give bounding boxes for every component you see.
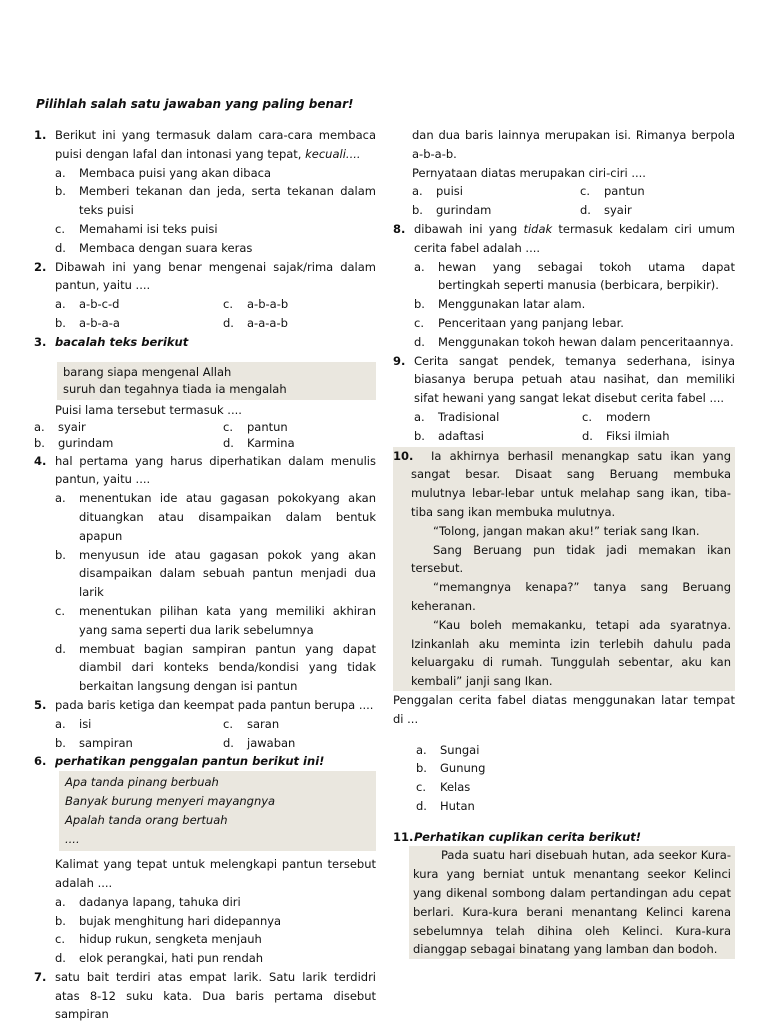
option-d — [223, 734, 295, 753]
question-3 — [34, 333, 376, 419]
question-9 — [393, 352, 735, 446]
question-number: 4. — [34, 453, 47, 468]
option-text: syair — [604, 203, 632, 218]
question-text: Perhatikan cuplikan cerita berikut! — [414, 829, 642, 844]
option-letter: c. — [55, 221, 65, 236]
option-letter: c. — [55, 932, 65, 947]
option-row — [34, 419, 376, 436]
option-text: Fiksi ilmiah — [606, 428, 670, 443]
option-text: menentukan ide atau gagasan pokokyang akan dituangkan atau disampaikan dalam bentuk apapun — [79, 491, 376, 543]
option-row — [34, 435, 376, 452]
option-text: Penceritaan yang panjang lebar. — [438, 315, 624, 330]
question-text: hal pertama yang harus diperhatikan dalam menulis pantun, yaitu .... — [55, 453, 376, 487]
question-number: 6. — [34, 754, 47, 769]
option-row — [412, 182, 735, 201]
option-letter: a. — [55, 491, 66, 506]
question-number: 1. — [34, 128, 47, 142]
option-c — [223, 295, 288, 314]
question-emphasis: tidak — [523, 221, 553, 236]
question-text: bacalah teks berikut — [55, 334, 189, 349]
option-b — [34, 435, 223, 452]
option-a — [55, 164, 376, 183]
pantun-line: .... — [65, 832, 80, 847]
story-paragraph: “memangnya kenapa?” tanya sang Beruang keheranan. — [411, 580, 731, 613]
option-letter: c. — [223, 716, 233, 731]
option-letter: a. — [55, 165, 66, 180]
option-letter: c. — [223, 419, 233, 434]
option-text: syair — [58, 419, 86, 434]
option-b — [55, 546, 376, 602]
option-d — [55, 949, 376, 968]
option-text: menentukan pilihan kata yang memiliki akhiran yang sama seperti dua larik sebelumnya — [79, 603, 376, 637]
question-stem: Pernyataan diatas merupakan ciri-ciri .... — [412, 165, 646, 180]
option-text: isi — [79, 716, 92, 731]
option-text: pantun — [247, 419, 288, 434]
pantun-box — [59, 771, 376, 851]
option-text: puisi — [436, 184, 463, 199]
option-a — [414, 408, 582, 427]
option-text: modern — [606, 409, 651, 424]
option-c — [55, 602, 376, 640]
option-letter: b. — [34, 436, 45, 451]
option-c — [55, 930, 376, 949]
option-b — [55, 314, 223, 333]
option-row — [414, 408, 735, 427]
question-text: dibawah ini yang — [414, 221, 524, 236]
option-text: hewan yang sebagai tokoh utama dapat bertingkah seperti manusia (berbicara, berpikir). — [438, 259, 735, 293]
question-text: satu bait terdiri atas empat larik. Satu larik terdidri atas 8-12 suku kata. Dua baris pertama disebut sampiran — [55, 969, 376, 1022]
option-text: a-a-a-b — [247, 315, 288, 330]
option-letter: b. — [55, 315, 66, 330]
option-text: Membaca dengan suara keras — [79, 240, 253, 255]
question-stem: Puisi lama tersebut termasuk .... — [55, 402, 242, 417]
option-text: saran — [247, 716, 280, 731]
option-a — [55, 893, 376, 912]
option-text: a-b-a-a — [79, 315, 120, 330]
option-letter: a. — [414, 409, 425, 424]
option-text: Kelas — [440, 780, 471, 795]
story-paragraph: “Kau boleh memakanku, tetapi ada syaratnya. Izinkanlah aku meminta izin terlebih dahulu pada keluargaku di rumah. Tunggulah sebentar, aku kan kembali” janji sang Ikan. — [411, 617, 731, 689]
option-text: gurindam — [436, 203, 492, 218]
question-7-continued — [393, 126, 735, 220]
option-text: gurindam — [58, 436, 114, 451]
option-text: membuat bagian sampiran pantun yang dapat diambil dari konteks benda/kondisi yang tidak berkaitan langsung dengan isi pantun — [79, 641, 376, 694]
option-a — [412, 182, 580, 201]
option-letter: c. — [580, 184, 590, 199]
option-d — [580, 201, 632, 220]
option-letter: d. — [580, 203, 591, 218]
option-text: Menggunakan latar alam. — [438, 297, 586, 312]
poem-line: suruh dan tegahnya tiada ia mengalah — [63, 381, 287, 396]
option-letter: c. — [414, 315, 424, 330]
option-d — [223, 435, 295, 452]
option-letter: b. — [414, 428, 425, 443]
option-row — [412, 201, 735, 220]
option-letter: d. — [416, 798, 427, 813]
question-emphasis: kecuali.... — [305, 146, 361, 161]
option-a — [34, 419, 223, 436]
option-letter: d. — [414, 334, 425, 349]
option-b — [416, 759, 735, 778]
option-letter: c. — [223, 297, 233, 312]
option-letter: b. — [414, 297, 425, 312]
option-letter: b. — [412, 203, 423, 218]
option-text: hidup rukun, sengketa menjauh — [79, 932, 262, 947]
option-letter: c. — [582, 409, 592, 424]
option-d — [55, 239, 376, 258]
question-7 — [34, 968, 376, 1024]
question-text: pada baris ketiga dan keempat pada pantun berupa .... — [55, 697, 374, 712]
option-letter: d. — [223, 315, 234, 330]
question-text: Dibawah ini yang benar mengenai sajak/rima dalam pantun, yaitu .... — [55, 259, 376, 293]
option-letter: b. — [55, 735, 66, 750]
question-number: 11. — [393, 829, 414, 844]
question-5 — [34, 696, 376, 752]
option-a — [55, 295, 223, 314]
option-letter: d. — [55, 951, 66, 966]
option-row — [414, 427, 735, 446]
option-b — [412, 201, 580, 220]
option-letter: d. — [55, 641, 66, 656]
question-11 — [393, 828, 735, 847]
option-text: Karmina — [247, 436, 295, 451]
option-a — [416, 741, 735, 760]
option-d — [55, 640, 376, 696]
question-text: perhatikan penggalan pantun berikut ini! — [55, 754, 325, 769]
option-d — [414, 333, 735, 352]
option-text: a-b-a-b — [247, 297, 289, 312]
option-text: dadanya lapang, tahuka diri — [79, 894, 241, 909]
option-letter: d. — [55, 240, 66, 255]
question-number: 3. — [34, 334, 47, 349]
option-a — [55, 715, 223, 734]
poem-line: barang siapa mengenal Allah — [63, 364, 232, 379]
story-box-10 — [393, 447, 735, 691]
option-c — [414, 314, 735, 333]
option-letter: b. — [416, 761, 427, 776]
option-text: Gunung — [440, 761, 486, 776]
option-text: Memahami isi teks puisi — [79, 221, 218, 236]
option-b — [55, 182, 376, 220]
story-box-11 — [409, 846, 735, 959]
question-number: 10. — [393, 448, 414, 463]
option-b — [55, 734, 223, 753]
option-letter: d. — [582, 428, 593, 443]
question-text: Berikut ini yang termasuk dalam cara-cara membaca puisi dengan lafal dan intonasi yang tepat, — [55, 128, 376, 161]
option-text: sampiran — [79, 735, 133, 750]
option-letter: a. — [416, 742, 427, 757]
question-number: 2. — [34, 259, 47, 274]
question-number: 9. — [393, 353, 406, 368]
option-row — [55, 715, 376, 734]
option-text: a-b-c-d — [79, 297, 120, 312]
pantun-line: Banyak burung menyeri mayangnya — [65, 794, 276, 809]
question-2 — [34, 258, 376, 333]
option-text: Membaca puisi yang akan dibaca — [79, 165, 272, 180]
story-paragraph: Sang Beruang pun tidak jadi memakan ikan tersebut. — [411, 542, 731, 576]
option-letter: b. — [55, 547, 66, 562]
pantun-line: Apalah tanda orang bertuah — [65, 813, 228, 828]
option-letter: a. — [55, 894, 66, 909]
option-text: jawaban — [247, 735, 296, 750]
option-letter: b. — [55, 913, 66, 928]
question-number: 8. — [393, 221, 406, 236]
option-letter: a. — [55, 716, 66, 731]
option-text: adaftasi — [438, 428, 484, 443]
option-letter: d. — [223, 436, 234, 451]
question-stem: Kalimat yang tepat untuk melengkapi pantun tersebut adalah .... — [55, 857, 376, 890]
poem-box — [57, 362, 376, 400]
option-text: Hutan — [440, 798, 475, 813]
option-b — [55, 912, 376, 931]
story-paragraph: Pada suatu hari disebuah hutan, ada seekor Kura-kura yang berniat untuk menantang seekor Kelinci yang dikenal sombong dalam pertandingan adu cepat berlari. Kura-kura berani menantang Kelinci karena sebelumnya telah dihina oleh Kelinci. Kura-kura dianggap sebagai binatang yang lamban dan bodoh. — [413, 848, 731, 957]
question-number: 5. — [34, 697, 47, 712]
option-c — [582, 408, 650, 427]
story-paragraph: Ia akhirnya berhasil menangkap satu ikan yang sangat besar. Disaat sang Beruang membuka mulutnya lebar-lebar untuk melahap sang ikan, tiba-tiba sang ikan membuka mulutnya. — [411, 448, 731, 519]
option-text: elok perangkai, hati pun rendah — [79, 951, 264, 966]
pantun-line: Apa tanda pinang berbuah — [65, 775, 219, 790]
option-letter: d. — [223, 735, 234, 750]
option-c — [55, 220, 376, 239]
option-a — [414, 258, 735, 296]
option-c — [223, 715, 279, 734]
right-column — [393, 126, 735, 959]
option-d — [223, 314, 288, 333]
option-d — [582, 427, 670, 446]
option-text: menyusun ide atau gagasan pokok yang akan disampaikan dalam sebuah pantun menjadi dua larik — [79, 547, 376, 600]
question-4 — [34, 452, 376, 696]
option-text: Menggunakan tokoh hewan dalam penceritaannya. — [438, 334, 734, 349]
question-number: 7. — [34, 969, 47, 984]
question-6 — [34, 752, 376, 968]
question-8 — [393, 220, 735, 352]
option-text: pantun — [604, 184, 645, 199]
left-column — [34, 126, 376, 1024]
option-b — [414, 427, 582, 446]
option-text: Tradisional — [438, 409, 500, 424]
option-text: Memberi tekanan dan jeda, serta tekanan dalam teks puisi — [79, 184, 376, 218]
question-text: Cerita sangat pendek, temanya sederhana, isinya biasanya berupa petuah atau nasihat, dan memiliki sifat hewani yang sangat lekat disebut cerita fabel .... — [414, 353, 735, 406]
option-c — [416, 778, 735, 797]
option-row — [55, 314, 376, 333]
option-a — [55, 489, 376, 545]
instruction: Pilihlah salah satu jawaban yang paling benar! — [36, 97, 354, 111]
question-stem: Penggalan cerita fabel diatas menggunakan latar tempat di ... — [393, 692, 735, 726]
question-1 — [34, 126, 376, 258]
option-row — [55, 295, 376, 314]
option-letter: c. — [416, 780, 426, 795]
option-d — [416, 797, 735, 816]
option-letter: a. — [55, 297, 66, 312]
option-c — [223, 419, 288, 436]
question-text: termasuk kedalam ciri umum cerita fabel adalah .... — [414, 221, 735, 255]
question-text: dan dua baris lainnya merupakan isi. Rimanya berpola a-b-a-b. — [412, 128, 735, 161]
option-c — [580, 182, 645, 201]
option-letter: a. — [414, 259, 425, 274]
option-letter: b. — [55, 184, 66, 199]
option-text: bujak menghitung hari didepannya — [79, 913, 282, 928]
option-letter: a. — [412, 184, 423, 199]
option-letter: a. — [34, 419, 45, 434]
option-row — [55, 734, 376, 753]
option-text: Sungai — [440, 742, 480, 757]
question-10-options — [393, 741, 735, 816]
option-letter: c. — [55, 603, 65, 618]
option-b — [414, 295, 735, 314]
story-paragraph: “Tolong, jangan makan aku!” teriak sang Ikan. — [433, 523, 700, 538]
